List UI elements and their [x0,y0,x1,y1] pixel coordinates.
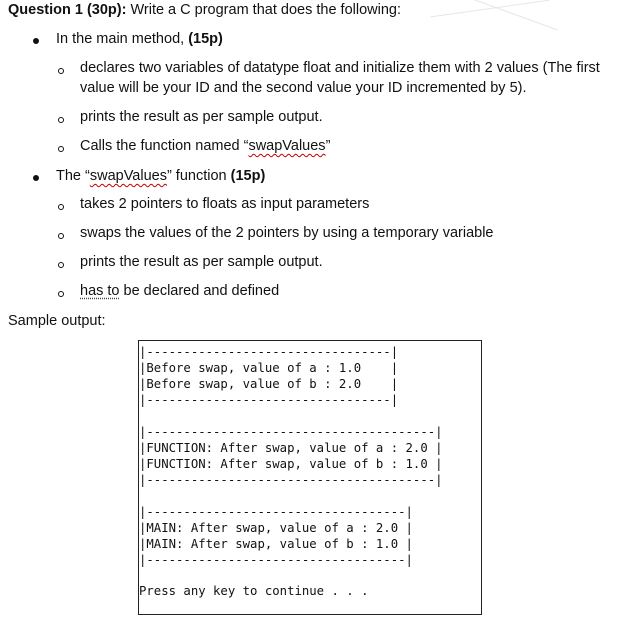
sub-bullet-circle [58,233,64,239]
underlined-text: has to [80,283,120,299]
points-label: (15p) [188,31,223,47]
main-item-declare: declares two variables of datatype float and initialize them with 2 values (The first [80,60,600,76]
main-item-call [80,138,330,154]
sub-bullet-circle [58,204,64,210]
bullet-swap-function [56,168,265,184]
sub-bullet-circle [58,68,64,74]
question-label: Question 1 (30p): [8,2,127,18]
console-block-function: |---------------------------------------| |FUNCTION: After swap, value of a : 2.0 | |FUNCTION: After swap, value of b : 1.0 | |---------------------------------------| [139,425,443,487]
bullet-dot [33,38,39,44]
swap-item-print: prints the result as per sample output. [80,254,323,270]
swap-item-params: takes 2 pointers to floats as input parameters [80,196,370,212]
call-quote: ” [325,138,331,154]
sub-bullet-circle [58,117,64,123]
sub-bullet-circle [58,262,64,268]
call-text: Calls the function named “ [80,138,249,154]
swap-item-swap: swaps the values of the 2 pointers by using a temporary variable [80,225,494,241]
bullet-text: In the main method, [56,31,189,47]
decorative-line [431,0,550,17]
function-name: swapValues [248,138,326,154]
bullet-text: ” function [166,168,231,184]
main-item-print: prints the result as per sample output. [80,109,323,125]
main-item-declare-cont: value will be your ID and the second value your ID incremented by 5). [80,80,527,96]
bullet-text: The “ [56,168,90,184]
points-label: (15p) [230,168,266,184]
sample-output-label: Sample output: [8,313,106,329]
console-output [138,340,482,615]
console-block-main: |-----------------------------------| |MAIN: After swap, value of a : 2.0 | |MAIN: After swap, value of b : 1.0 | |-----------------------------------| [139,505,413,567]
sub-bullet-circle [58,291,64,297]
sub-bullet-circle [58,146,64,152]
console-prompt: Press any key to continue . . . [139,584,369,598]
swap-item-declare [80,283,279,299]
declare-text: be declared and defined [119,283,280,299]
question-heading [8,2,401,18]
bullet-main-method [56,31,223,47]
console-block-before: |---------------------------------| |Before swap, value of a : 1.0 | |Before swap, value of b : 2.0 | |---------------------------------| [139,345,399,407]
bullet-dot [33,175,39,181]
question-text: Write a C program that does the following: [126,2,401,18]
function-name: swapValues [89,168,167,184]
